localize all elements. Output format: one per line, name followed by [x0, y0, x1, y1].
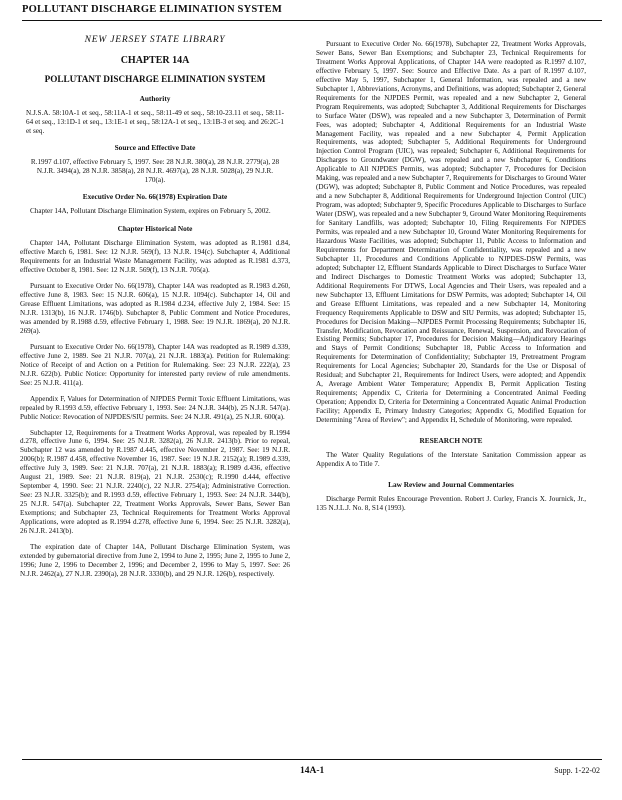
history-paragraph: Pursuant to Executive Order No. 66(1978), Chapter 14A was readopted as R.1983 d.260, effective June 8, 1983. See: 15 N.J.R. 606(a), 15 N.J.R. 1094(c). Subchapter 14, Oil and Grease Effluent Limitations, was adopted as R.1984 d.234, effective July 2, 1984. See: 15 N.J.R. 1313(b), 16 N.J.R. 1746(b). Subchapter 8, Public Comment and Notice Procedures, was amended by R.1988 d.59, effective February 1, 1988. See: 19 N.J.R. 1869(a), 20 N.J.R. 269(a). [20, 282, 290, 335]
history-paragraph: Pursuant to Executive Order No. 66(1978), Chapter 14A was readopted as R.1989 d.339, effective June 2, 1989. See 21 N.J.R. 707(a), 21 N.J.R. 1883(a). Petition for Rulemaking: Notice of Receipt of and Action on a Petition for Rulemaking. See: 23 N.J.R. 222(a), 23 N.J.R. 622(b). Public Notice: Opportunity for interested party review of rule amendments. See: 25 N.J.R. 411(a). [20, 342, 290, 387]
source-text: R.1997 d.107, effective February 5, 1997. See: 28 N.J.R. 380(a), 28 N.J.R. 2779(a), 28 N.J.R. 3494(a), 28 N.J.R. 3858(a), 28 N.J.R. 4697(a), 28 N.J.R. 5028(a), 29 N.J.R. 170(a). [30, 157, 280, 184]
research-note-text: The Water Quality Regulations of the Interstate Sanitation Commission appear as Appendix A to Title 7. [316, 450, 586, 468]
authority-heading: Authority [139, 93, 171, 103]
authority-text: N.J.S.A. 58:10A-1 et seq., 58:11A-1 et seq., 58:11-49 et seq., 58:10-23.11 et seq., 58:11-64 et seq., 13:1D-1 et seq., 13:1E-1 et seq., 58:12A-1 et seq., 13:1B-3 et seq. and 26:2C-1 et seq. [26, 108, 284, 135]
footer-rule [22, 759, 602, 760]
research-note-heading: RESEARCH NOTE [419, 435, 483, 445]
history-paragraph: The expiration date of Chapter 14A, Pollutant Discharge Elimination System, was extended by gubernatorial directive from June 2, 1994 to June 2, 1995; June 2, 1995 to June 2, 1996; June 2, 1996 to December 2, 1996; and December 2, 1996 to May 5, 1997. See: 26 N.J.R. 2462(a), 27 N.J.R. 2390(a), 28 N.J.R. 3330(b), and 29 N.J.R. 126(b), respectively. [20, 542, 290, 578]
law-review-heading: Law Review and Journal Commentaries [388, 479, 514, 489]
law-review-text: Discharge Permit Rules Encourage Prevention. Robert J. Curley, Francis X. Journick, Jr., 135 N.J.L.J. No. 8, S14 (1993). [316, 494, 586, 512]
left-column [20, 34, 290, 752]
source-heading: Source and Effective Date [114, 142, 196, 152]
running-header: POLLUTANT DISCHARGE ELIMINATION SYSTEM [22, 4, 282, 15]
history-paragraph: Appendix F, Values for Determination of NJPDES Permit Toxic Effluent Limitations, was repealed by R.1993 d.59, effective February 1, 1993. See: 24 N.J.R. 344(b), 25 N.J.R. 547(a). Public Notice: Revocation of NJPDES/SIU permits. See: 24 N.J.R. 491(a), 25 N.J.R. 600(a). [20, 394, 290, 421]
right-column [316, 40, 586, 758]
expiration-heading: Executive Order No. 66(1978) Expiration Date [82, 192, 228, 202]
history-paragraph: Chapter 14A, Pollutant Discharge Elimination System, was adopted as R.1981 d.84, effective March 6, 1981. See: 12 N.J.R. 569(f), 13 N.J.R. 194(c). Subchapter 4, Additional Requirements for an Industrial Waste Management Facility, was adopted as R.1981 d.373, effective October 8, 1981. See: 12 N.J.R. 569(f), 13 N.J.R. 705(a). [20, 239, 290, 275]
history-paragraph: Subchapter 12, Requirements for a Treatment Works Approval, was repealed by R.1994 d.278, effective June 6, 1994. See: 25 N.J.R. 3282(a), 26 N.J.R. 2413(b). Prior to repeal, Subchapter 12 was amended by R.1987 d.445, effective November 2, 1987. See: 19 N.J.R. 2006(b); R.1987 d.458, effective November 16, 1987. See: 19 N.J.R. 2152(a); R.1989 d.339, effective July 3, 1989. See: 21 N.J.R. 707(a), 21 N.J.R. 1883(a); R.1989 d.436, effective August 21, 1989. See: 21 N.J.R. 819(a), 21 N.J.R. 2530(c); R.1990 d.444, effective September 4, 1990. See: 21 N.J.R. 2240(c), 22 N.J.R. 2754(a); Administrative Correction. See: 23 N.J.R. 3325(b); and R.1993 d.59, effective February 1, 1993. See: 24 N.J.R. 344(b), 25 N.J.R. 547(a). Subchapter 22, Treatment Works Approvals, Sewer Bans, Sewer Ban Exemptions; and Subchapter 23, Technical Requirements for Treatment Works Approval Applications, were adopted as R.1994 d.278, effective June 6, 1994. See: 25 N.J.R. 3282(a), 26 N.J.R. 2413(b). [20, 428, 290, 535]
history-heading: Chapter Historical Note [117, 224, 193, 234]
chapter-number: CHAPTER 14A [120, 54, 190, 66]
readoption-paragraph: Pursuant to Executive Order No. 66(1978), Subchapter 22, Treatment Works Approvals, Sewer Bans, Sewer Ban Exemptions; and Subchapter 23, Technical Requirements for Treatment Works Approval Applications, of Chapter 14A were readopted as R.1997 d.107, effective February 5, 1997. See: Source and Effective Date. As a part of R.1997 d.107, effective May 5, 1997, Subchapter 1, General Information, was repealed and a new Subchapter 1, Abbreviations, Acronyms, and Definitions, was adopted; Subchapter 2, General Requirements for the NJPDES Permit, was repealed and a new Subchapter 2, General Program Requirements, was adopted; Subchapter 3, Additional Requirements for Discharges to Surface Water (DSW), was repealed and a new Subchapter 3, Determination of Permit Fees, was adopted; Subchapter 4, Additional Requirements for an Industrial Waste Management Facility, was repealed and a new Subchapter 4, Permit Application Requirements, was adopted; Subchapter 5, Additional Requirements for Underground Injection Control Program (UIC), was repealed; Subchapter 6, Additional Requirements for Discharges to Groundwater (DGW), was repealed and a new Subchapter 6, Conditions Applicable to All NJPDES Permits, was adopted; Subchapter 7, Procedures for Decision Making, was repealed and a new Subchapter 7, Requirements for Discharges to Ground Water (DGW), was adopted; Subchapter 8, Public Comment and Notice Procedures, was repealed and a new Subchapter 8, Additional Requirements for Underground Injection Control (UIC) Program, was adopted; Subchapter 9, Specific Procedures Applicable to Discharges to Surface Water (DSW), was repealed and a new Subchapter 9, Ground Water Monitoring Requirements for Sanitary Landfills, was adopted; Subchapter 10, Filing Requirements For NJPDES Permits, was repealed and a new Subchapter 10, Ground Water Monitoring Requirements for Hazardous Waste Facilities, was adopted; Subchapter 11, Public Access to Information and Requirements for Department Determination of Confidentiality, was repealed and a new Subchapter 11, Procedures and Conditions Applicable to NJPDES-DSW Permits, was adopted; Subchapter 12, Effluent Standards Applicable to Direct Discharges to Surface Water and Indirect Discharges to Domestic Treatment Works was adopted; Subchapter 13, Additional Requirements For DTWS, Local Agencies and Their Users, was repealed and a new Subchapter 13, Effluent Limitations for DSW Permits, was adopted; Subchapter 14, Oil and Grease Effluent Limitations, was repealed and a new Subchapter 14, Monitoring Frequency Requirements Applicable to DSW and SIU Permits, was adopted; Subchapter 15, Procedures for Decision Making—NJPDES Permit Processing Requirements; Subchapter 16, Transfer, Modification, Revocation and Reissuance, Renewal, Suspension, and Revocation of Existing Permits; Subchapter 17, Procedures for Decision Making—Adjudicatory Hearings and Stays of Permit Conditions; Subchapter 18, Public Access to Information and Requirements for Determination of Confidentiality; Subchapter 19, Pretreatment Program Requirements for Local Agencies; Subchapter 20, Standards for the Use or Disposal of Residual; and Subchapter 21, Requirements for Indirect Users, were adopted; and Appendix A, Average Ambient Water Temperature; Appendix B, Permit Application Testing Requirements; Appendix C, Criteria for Determining a Concentrated Animal Feeding Operation; Appendix D, Criteria for Determining a Concentrated Aquatic Animal Production Facility; Appendix E, Primary Industry Categories; Appendix G, Modified Equation for Determining "Area of Review"; and Appendix H, Schedule of Monitoring, were repealed. [316, 40, 586, 425]
expiration-text: Chapter 14A, Pollutant Discharge Elimination System, expires on February 5, 2002. [30, 207, 271, 216]
page-number: 14A-1 [300, 766, 325, 776]
supplement-date: Supp. 1-22-02 [554, 766, 600, 775]
library-stamp: NEW JERSEY STATE LIBRARY [84, 35, 226, 45]
chapter-title: POLLUTANT DISCHARGE ELIMINATION SYSTEM [44, 73, 266, 84]
header-rule [22, 20, 602, 21]
